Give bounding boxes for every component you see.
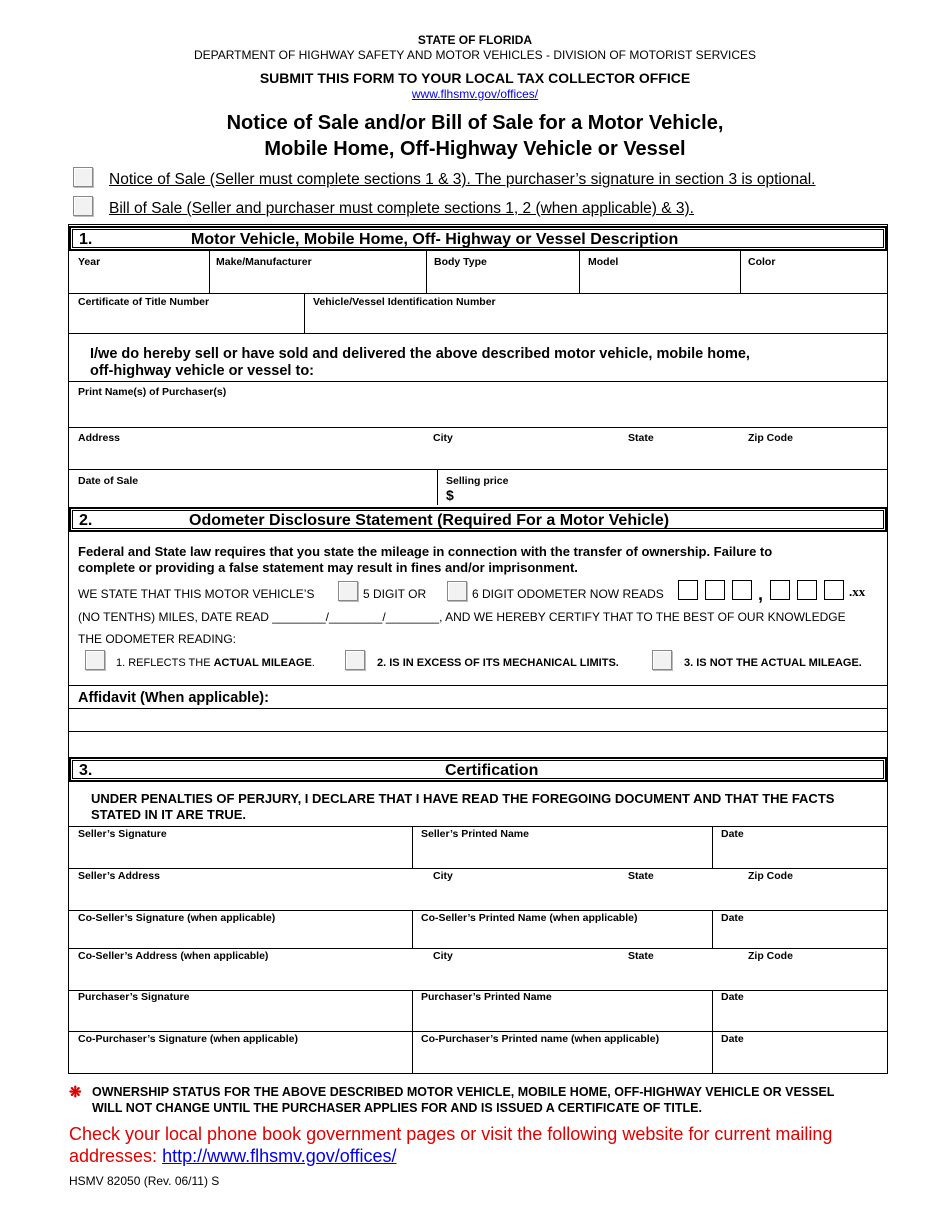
model-field[interactable] (581, 270, 739, 292)
check-line1: Check your local phone book government pages or visit the following website for current mailing (69, 1124, 833, 1144)
five-digit-checkbox[interactable] (338, 581, 358, 601)
coseller-address-field[interactable] (70, 964, 886, 988)
seller-signature-label: Seller’s Signature (78, 828, 167, 840)
purchaser-printed-name-field[interactable] (414, 1005, 711, 1029)
offices-link[interactable]: www.flhsmv.gov/offices/ (411, 87, 539, 101)
odometer-law-line2: complete or providing a false statement may result in fines and/or imprisonment. (78, 560, 578, 575)
year-field[interactable] (70, 270, 208, 292)
purchaser-printed-name-label: Purchaser’s Printed Name (421, 991, 552, 1003)
model-label: Model (588, 256, 619, 268)
section2-number: 2. (79, 512, 93, 529)
seller-date-field[interactable] (714, 842, 886, 866)
date-of-sale-label: Date of Sale (78, 475, 139, 487)
copurchaser-printed-name-label: Co-Purchaser’s Printed name (when applicable) (421, 1033, 660, 1045)
body-type-label: Body Type (434, 256, 487, 268)
five-digit-label: 5 DIGIT OR (363, 587, 427, 601)
affidavit-line-1[interactable] (70, 709, 886, 731)
six-digit-checkbox[interactable] (447, 581, 467, 601)
form-title (0, 110, 950, 162)
affidavit-line-2[interactable] (70, 732, 886, 754)
odometer-law-line1: Federal and State law requires that you state the mileage in connection with the transfer of ownership. Failure to (78, 544, 773, 559)
check-line2 (69, 1146, 396, 1167)
seller-printed-name-label: Seller’s Printed Name (421, 828, 529, 840)
copurchaser-date-field[interactable] (714, 1047, 886, 1071)
copurchaser-printed-name-field[interactable] (414, 1047, 711, 1071)
odometer-reading-label: THE ODOMETER READING: (78, 632, 237, 646)
make-label: Make/Manufacturer (216, 256, 312, 268)
purchaser-date-field[interactable] (714, 1005, 886, 1029)
odometer-digit-5[interactable] (797, 580, 817, 600)
department-heading: DEPARTMENT OF HIGHWAY SAFETY AND MOTOR VEHICLES - DIVISION OF MOTORIST SERVICES (193, 48, 757, 62)
odometer-digit-6[interactable] (824, 580, 844, 600)
bill-of-sale-label: Bill of Sale (Seller and purchaser must complete sections 1, 2 (when applicable) & 3). (109, 200, 694, 217)
city-label: City (433, 432, 453, 444)
address-label: Address (78, 432, 121, 444)
not-actual-mileage-checkbox[interactable] (652, 650, 672, 670)
section1-title: Motor Vehicle, Mobile Home, Off- Highway or Vessel Description (191, 231, 679, 248)
perjury-line1: UNDER PENALTIES OF PERJURY, I DECLARE THAT I HAVE READ THE FOREGOING DOCUMENT AND THAT THE FACTS (91, 791, 835, 806)
date-of-sale-field[interactable] (70, 488, 436, 504)
coseller-printed-name-label: Co-Seller’s Printed Name (when applicable) (421, 912, 638, 924)
odometer-digit-2[interactable] (705, 580, 725, 600)
purchaser-date-label: Date (721, 991, 744, 1003)
odometer-comma: , (758, 584, 764, 604)
excess-limits-label: 2. IS IN EXCESS OF ITS MECHANICAL LIMITS. (377, 657, 619, 669)
coseller-signature-label: Co-Seller’s Signature (when applicable) (78, 912, 276, 924)
coseller-printed-name-field[interactable] (414, 926, 711, 946)
selling-price-label: Selling price (446, 475, 509, 487)
notice-of-sale-checkbox[interactable] (73, 167, 93, 187)
sale-statement-line1: I/we do hereby sell or have sold and delivered the above described motor vehicle, mobile home, (90, 346, 750, 362)
form-title-line1: Notice of Sale and/or Bill of Sale for a Motor Vehicle, (226, 112, 724, 134)
section3-title: Certification (445, 762, 539, 779)
seller-zip-label: Zip Code (748, 870, 793, 882)
six-digit-label: 6 DIGIT ODOMETER NOW READS (472, 587, 664, 601)
check-line2-prefix: addresses: (69, 1146, 163, 1166)
affidavit-label: Affidavit (When applicable): (78, 690, 269, 706)
coseller-zip-label: Zip Code (748, 950, 793, 962)
asterisk-icon: ❋ (69, 1084, 82, 1101)
section1-number: 1. (79, 231, 93, 248)
section1-header (69, 226, 887, 251)
coseller-city-label: City (433, 950, 453, 962)
seller-date-label: Date (721, 828, 744, 840)
seller-address-field[interactable] (70, 884, 886, 908)
title-number-field[interactable] (70, 310, 303, 332)
notice-of-sale-label: Notice of Sale (Seller must complete sections 1 & 3). The purchaser’s signature in section 3 is optional. (109, 171, 816, 188)
copurchaser-signature-label: Co-Purchaser’s Signature (when applicable) (78, 1033, 298, 1045)
state-heading: STATE OF FLORIDA (417, 33, 533, 47)
make-field[interactable] (211, 270, 425, 292)
form-title-line2: Mobile Home, Off-Highway Vehicle or Vessel (264, 138, 686, 160)
we-state-text: WE STATE THAT THIS MOTOR VEHICLE’S (78, 587, 315, 601)
color-field[interactable] (742, 270, 886, 292)
excess-limits-checkbox[interactable] (345, 650, 365, 670)
vin-field[interactable] (306, 310, 886, 332)
purchaser-signature-field[interactable] (70, 1005, 411, 1029)
seller-state-label: State (628, 870, 654, 882)
coseller-state-label: State (628, 950, 654, 962)
perjury-line2: STATED IN IT ARE TRUE. (91, 807, 247, 822)
seller-city-label: City (433, 870, 453, 882)
body-type-field[interactable] (428, 270, 578, 292)
zip-label: Zip Code (748, 432, 793, 444)
dollar-sign: $ (446, 487, 454, 503)
odometer-digit-4[interactable] (770, 580, 790, 600)
offices-url-link[interactable]: http://www.flhsmv.gov/offices/ (162, 1146, 397, 1166)
odometer-digit-3[interactable] (732, 580, 752, 600)
ownership-line2: WILL NOT CHANGE UNTIL THE PURCHASER APPLIES FOR AND IS ISSUED A CERTIFICATE OF TITLE. (92, 1101, 702, 1115)
purchaser-name-label: Print Name(s) of Purchaser(s) (78, 386, 227, 398)
actual-mileage-label: 1. REFLECTS THE ACTUAL MILEAGE. (116, 657, 315, 669)
submit-instruction: SUBMIT THIS FORM TO YOUR LOCAL TAX COLLECTOR OFFICE (259, 70, 691, 86)
odometer-tenths: .xx (849, 584, 866, 599)
color-label: Color (748, 256, 776, 268)
coseller-date-field[interactable] (714, 926, 886, 946)
title-number-label: Certificate of Title Number (78, 296, 210, 308)
year-label: Year (78, 256, 101, 268)
ownership-line1: OWNERSHIP STATUS FOR THE ABOVE DESCRIBED MOTOR VEHICLE, MOBILE HOME, OFF-HIGHWAY VEHICLE OR VESSEL (92, 1085, 835, 1099)
section3-header (69, 757, 887, 782)
coseller-date-label: Date (721, 912, 744, 924)
section3-number: 3. (79, 762, 93, 779)
sale-statement-line2: off-highway vehicle or vessel to: (90, 363, 314, 379)
seller-printed-name-field[interactable] (414, 842, 711, 866)
selling-price-field[interactable] (460, 488, 886, 504)
seller-signature-field[interactable] (70, 842, 411, 866)
form-number: HSMV 82050 (Rev. 06/11) S (69, 1174, 220, 1188)
not-actual-mileage-label: 3. IS NOT THE ACTUAL MILEAGE. (684, 657, 862, 669)
vin-label: Vehicle/Vessel Identification Number (313, 296, 496, 308)
section2-title: Odometer Disclosure Statement (Required For a Motor Vehicle) (189, 512, 670, 529)
coseller-signature-field[interactable] (70, 926, 411, 946)
purchaser-signature-label: Purchaser’s Signature (78, 991, 190, 1003)
section2-header (69, 507, 887, 532)
odometer-digit-1[interactable] (678, 580, 698, 600)
actual-mileage-checkbox[interactable] (85, 650, 105, 670)
purchaser-name-field[interactable] (70, 400, 886, 426)
copurchaser-date-label: Date (721, 1033, 744, 1045)
miles-date-line: (NO TENTHS) MILES, DATE READ ________/________/________, AND WE HEREBY CERTIFY THAT TO THE BEST OF OUR KNOWLEDGE (78, 610, 846, 624)
copurchaser-signature-field[interactable] (70, 1047, 411, 1071)
state-label: State (628, 432, 654, 444)
coseller-address-label: Co-Seller’s Address (when applicable) (78, 950, 269, 962)
seller-address-label: Seller’s Address (78, 870, 160, 882)
purchaser-address-field[interactable] (70, 446, 886, 468)
bill-of-sale-checkbox[interactable] (73, 196, 93, 216)
